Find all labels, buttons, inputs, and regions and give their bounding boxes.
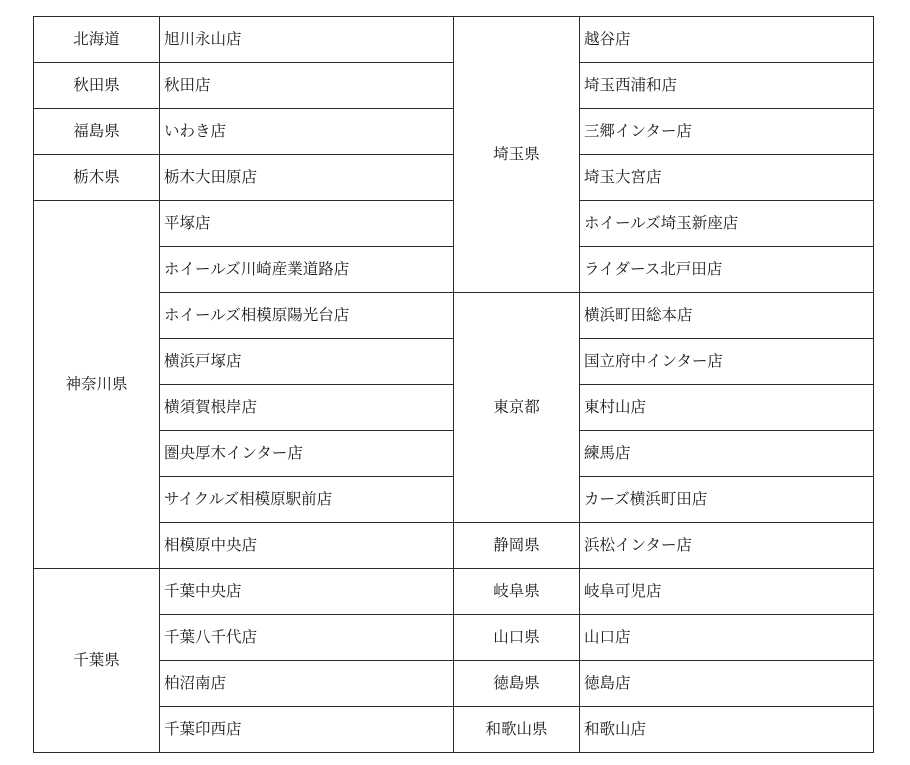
- prefecture-cell: 和歌山県: [454, 707, 580, 753]
- store-name-cell: 横須賀根岸店: [160, 385, 454, 431]
- store-name-cell: ライダース北戸田店: [580, 247, 874, 293]
- store-name-cell: 徳島店: [580, 661, 874, 707]
- store-name-cell: 秋田店: [160, 63, 454, 109]
- table-row: [34, 523, 874, 569]
- store-name-cell: カーズ横浜町田店: [580, 477, 874, 523]
- store-name-cell: 練馬店: [580, 431, 874, 477]
- prefecture-cell: 千葉県: [34, 569, 160, 753]
- store-name-cell: 横浜町田総本店: [580, 293, 874, 339]
- store-name-cell: 千葉八千代店: [160, 615, 454, 661]
- prefecture-cell: 福島県: [34, 109, 160, 155]
- store-name-cell: 和歌山店: [580, 707, 874, 753]
- store-name-cell: 岐阜可児店: [580, 569, 874, 615]
- prefecture-cell: 徳島県: [454, 661, 580, 707]
- store-name-cell: 横浜戸塚店: [160, 339, 454, 385]
- prefecture-cell: 栃木県: [34, 155, 160, 201]
- store-name-cell: 越谷店: [580, 17, 874, 63]
- prefecture-cell: 岐阜県: [454, 569, 580, 615]
- store-name-cell: 旭川永山店: [160, 17, 454, 63]
- store-name-cell: 圏央厚木インター店: [160, 431, 454, 477]
- store-name-cell: 相模原中央店: [160, 523, 454, 569]
- table-row: [34, 615, 874, 661]
- store-name-cell: 浜松インター店: [580, 523, 874, 569]
- store-name-cell: 平塚店: [160, 201, 454, 247]
- store-name-cell: 柏沼南店: [160, 661, 454, 707]
- prefecture-cell: 山口県: [454, 615, 580, 661]
- table-row: [34, 293, 874, 339]
- store-list-table: [33, 16, 874, 753]
- store-name-cell: 東村山店: [580, 385, 874, 431]
- prefecture-cell: 静岡県: [454, 523, 580, 569]
- store-list-body: [34, 17, 874, 753]
- table-row: [34, 707, 874, 753]
- prefecture-cell: 埼玉県: [454, 17, 580, 293]
- prefecture-cell: 東京都: [454, 293, 580, 523]
- prefecture-cell: 北海道: [34, 17, 160, 63]
- store-name-cell: いわき店: [160, 109, 454, 155]
- store-name-cell: 埼玉大宮店: [580, 155, 874, 201]
- store-name-cell: 山口店: [580, 615, 874, 661]
- store-name-cell: ホイールズ埼玉新座店: [580, 201, 874, 247]
- prefecture-cell: 秋田県: [34, 63, 160, 109]
- store-name-cell: サイクルズ相模原駅前店: [160, 477, 454, 523]
- table-row: [34, 661, 874, 707]
- table-row: [34, 17, 874, 63]
- table-row: [34, 569, 874, 615]
- store-name-cell: 栃木大田原店: [160, 155, 454, 201]
- prefecture-cell: 神奈川県: [34, 201, 160, 569]
- store-name-cell: ホイールズ相模原陽光台店: [160, 293, 454, 339]
- store-name-cell: 千葉中央店: [160, 569, 454, 615]
- store-name-cell: 千葉印西店: [160, 707, 454, 753]
- store-name-cell: ホイールズ川崎産業道路店: [160, 247, 454, 293]
- store-name-cell: 埼玉西浦和店: [580, 63, 874, 109]
- store-name-cell: 国立府中インター店: [580, 339, 874, 385]
- store-name-cell: 三郷インター店: [580, 109, 874, 155]
